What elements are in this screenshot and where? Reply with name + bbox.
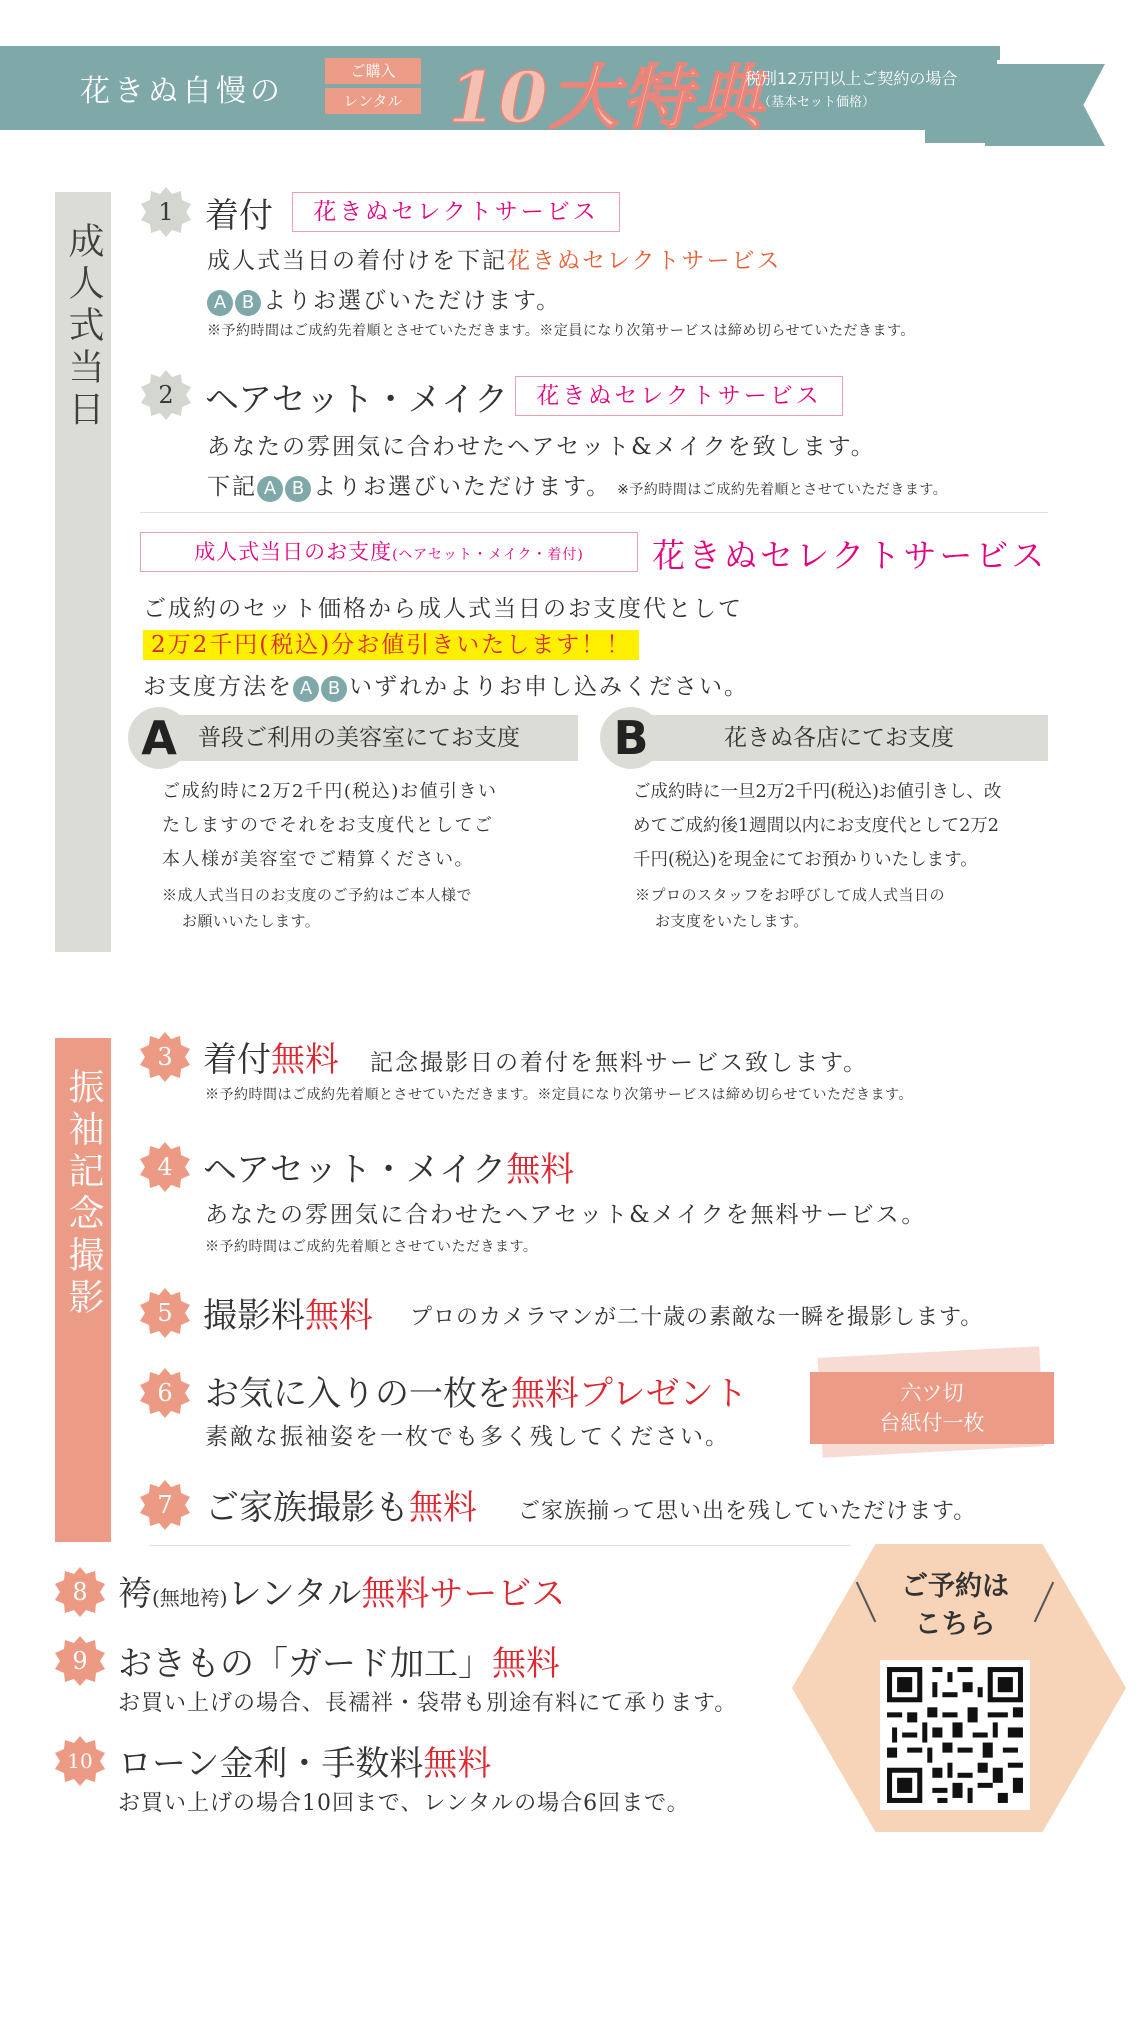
number-badge-2: 2	[141, 370, 191, 420]
number-badge-8: 8	[55, 1567, 105, 1617]
option-a-letter: A	[128, 707, 190, 769]
item-note: ※予約時間はご成約先着順とさせていただきます。	[205, 1239, 538, 1255]
option-a-icon: A	[257, 476, 283, 502]
item-description: 素敵な振袖姿を一枚でも多く残してください。	[205, 1424, 730, 1450]
item-title: 袴(無地袴)レンタル無料サービス	[118, 1574, 566, 1614]
item-note: ※予約時間はご成約先着順とさせていただきます。※定員になり次第サービスは締め切らせていただきます。	[205, 1087, 913, 1103]
prep-service-title: 花きぬセレクトサービス	[652, 536, 1048, 575]
divider	[140, 512, 1048, 513]
item-title: ご家族撮影も無料	[205, 1488, 477, 1528]
item-description: あなたの雰囲気に合わせたヘアセット&メイクを致します。	[207, 434, 876, 460]
option-a-note: ※成人式当日のお支度のご予約はご本人様で お願いいたします。	[162, 886, 473, 930]
prep-tag: 成人式当日のお支度(ヘアセット・メイク・着付)	[140, 532, 638, 572]
item-description: A B よりお選びいただけます。	[207, 282, 561, 316]
item-description: ご家族揃って思い出を残していただけます。	[518, 1499, 977, 1524]
item-description: あなたの雰囲気に合わせたヘアセット&メイクを無料サービス。	[205, 1202, 927, 1228]
option-b-body: ご成約時に一旦2万2千円(税込)お値引きし、改 めてご成約後1週間以内にお支度代として2万2 千円(税込)を現金にてお預かりいたします。	[633, 782, 1002, 870]
number-badge-5: 5	[140, 1288, 190, 1338]
option-a-body: ご成約時に2万2千円(税込)お値引きい たしますのでそれをお支度代としてご 本人様が美容室でご精算ください。	[162, 781, 498, 870]
option-a-icon: A	[293, 676, 319, 702]
banner-headline: 10大特典	[448, 56, 766, 139]
photo-card-label: 六ツ切 台紙付一枚	[810, 1372, 1054, 1444]
item-description: 記念撮影日の着付を無料サービス致します。	[370, 1050, 869, 1076]
option-a-icon: A	[207, 290, 233, 316]
item-title: 着付無料	[203, 1040, 339, 1080]
option-b-icon: B	[285, 476, 311, 502]
number-badge-9: 9	[55, 1636, 105, 1686]
divider	[150, 1545, 850, 1546]
option-b-note: ※プロのスタッフをお呼びして成人式当日の お支度をいたします。	[635, 886, 946, 930]
purchase-pill: ご購入	[325, 58, 421, 84]
prep-description: ご成約のセット価格から成人式当日のお支度代として	[143, 596, 743, 622]
number-badge-1: 1	[141, 187, 191, 237]
select-service-tag: 花きぬセレクトサービス	[515, 376, 843, 416]
item-title: お気に入りの一枚を無料プレゼント	[205, 1374, 748, 1414]
number-badge-10: 10	[55, 1736, 105, 1786]
item-title: 着付	[205, 196, 273, 236]
option-b-icon: B	[321, 676, 347, 702]
qr-code-icon[interactable]	[880, 1660, 1030, 1810]
banner-lead-text: 花きぬ自慢の	[80, 74, 284, 109]
option-b-icon: B	[235, 290, 261, 316]
prep-method: お支度方法を A B いずれかよりお申し込みください。	[143, 674, 749, 700]
banner-ribbon-tail	[985, 64, 1105, 146]
item-description: お買い上げの場合10回まで、レンタルの場合6回まで。	[118, 1791, 690, 1816]
item-description: お買い上げの場合、長襦袢・袋帯も別途有料にて承ります。	[118, 1691, 738, 1716]
item-description: 成人式当日の着付けを下記花きぬセレクトサービス	[207, 248, 782, 274]
banner-condition: 税別12万円以上ご契約の場合	[745, 69, 958, 88]
option-a-header: 普段ご利用の美容室にてお支度	[150, 715, 578, 761]
option-b-letter: B	[600, 707, 662, 769]
item-title: ヘアセット・メイク無料	[203, 1150, 575, 1190]
item-note: ※予約時間はご成約先着順とさせていただきます。※定員になり次第サービスは締め切らせていただきます。	[207, 323, 915, 339]
banner-condition-sub: （基本セット価格）	[758, 95, 876, 110]
item-title: 撮影料無料	[203, 1296, 373, 1336]
number-badge-6: 6	[140, 1368, 190, 1418]
item-title: ヘアセット・メイク	[205, 380, 509, 420]
section-label-ceremony-day: 成人式当日	[55, 192, 111, 952]
select-service-tag: 花きぬセレクトサービス	[292, 192, 620, 232]
discount-highlight: 2万2千円(税込)分お値引きいたします！！	[143, 626, 639, 659]
number-badge-3: 3	[140, 1032, 190, 1082]
reservation-label: ご予約は こちら	[901, 1571, 1009, 1640]
rental-pill: レンタル	[325, 88, 421, 114]
item-description: プロのカメラマンが二十歳の素敵な一瞬を撮影します。	[410, 1305, 984, 1330]
item-title: ローン金利・手数料無料	[118, 1744, 492, 1784]
option-b-header: 花きぬ各店にてお支度	[630, 715, 1048, 761]
item-title: おきもの「ガード加工」無料	[118, 1644, 560, 1684]
number-badge-4: 4	[140, 1142, 190, 1192]
number-badge-7: 7	[140, 1480, 190, 1530]
item-description: 下記 A B よりお選びいただけます。 ※予約時間はご成約先着順とさせていただきます。	[207, 474, 948, 500]
section-label-photo-shoot: 振袖記念撮影	[55, 1038, 111, 1542]
